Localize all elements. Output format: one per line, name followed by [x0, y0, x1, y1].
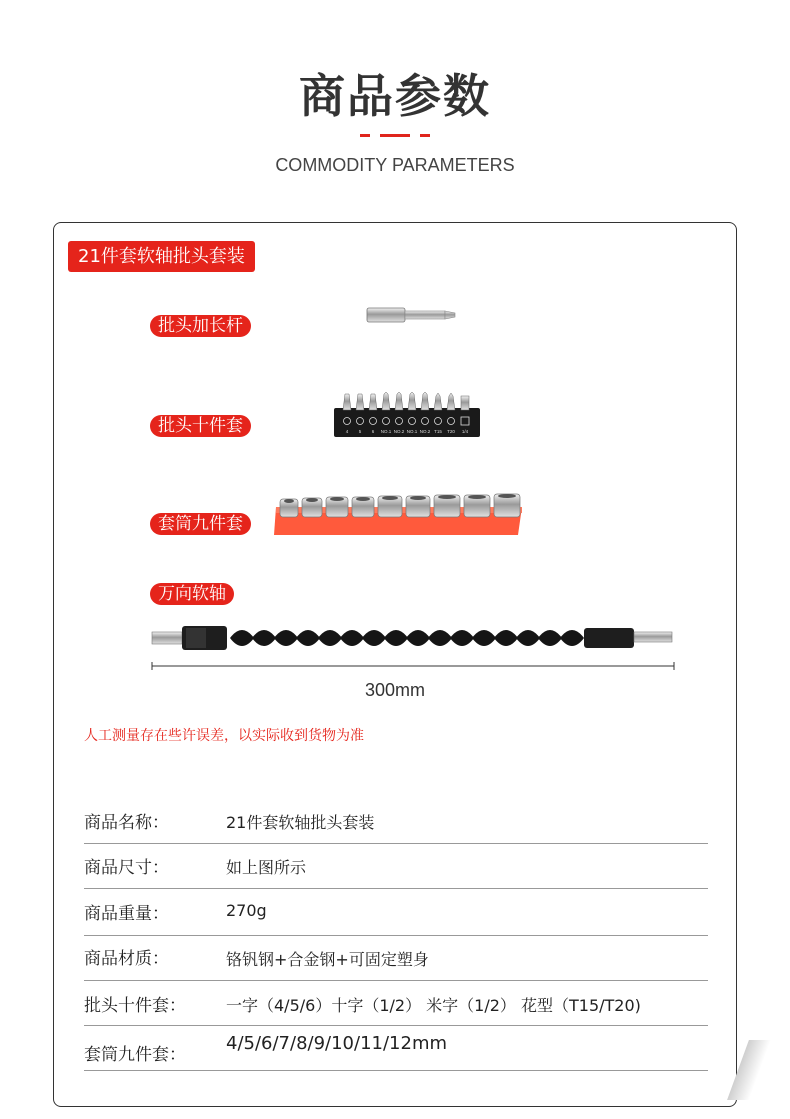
- bit-set-photo: [334, 390, 480, 438]
- spec-value: 铬钒钢+合金钢+可固定塑身: [226, 950, 429, 969]
- spec-value: 4/5/6/7/8/9/10/11/12mm: [226, 1033, 448, 1054]
- extension-bar-photo: [365, 305, 457, 325]
- spec-row-size: [84, 851, 708, 889]
- spec-key: 套筒九件套：: [84, 1045, 186, 1065]
- component-label-flexshaft: 万向软轴: [150, 583, 234, 605]
- spec-row-name: [84, 805, 708, 844]
- spec-row-bitset: [84, 989, 708, 1026]
- component-label-socketset: 套筒九件套: [150, 513, 251, 535]
- page-title: 商品参数: [299, 69, 491, 123]
- spec-row-socketset: [84, 1033, 708, 1071]
- bit-mark-label: 1/4: [461, 429, 469, 434]
- component-label-bitset: 批头十件套: [150, 415, 251, 437]
- title-divider: [0, 134, 790, 138]
- socket-set-photo: [272, 493, 526, 537]
- dimension-label: 300mm: [364, 680, 426, 700]
- spec-key: 批头十件套：: [84, 996, 186, 1016]
- page-subtitle: COMMODITY PARAMETERS: [275, 155, 515, 175]
- bit-mark-label: 6: [371, 429, 375, 434]
- spec-key: 商品材质：: [84, 949, 169, 969]
- spec-value: 21件套软轴批头套装: [226, 813, 375, 832]
- flex-shaft-photo: [150, 618, 678, 670]
- bit-mark-label: 4: [345, 429, 349, 434]
- spec-row-material: [84, 943, 708, 981]
- bit-mark-label: NO.1: [380, 429, 392, 434]
- spec-key: 商品尺寸：: [84, 858, 169, 878]
- spec-key: 商品名称：: [84, 813, 169, 833]
- bit-mark-label: 5: [358, 429, 362, 434]
- spec-value: 一字（4/5/6）十字（1/2） 米字（1/2） 花型（T15/T20): [226, 996, 641, 1015]
- component-label-extension: 批头加长杆: [150, 315, 251, 337]
- measurement-note: 人工测量存在些许误差，以实际收到货物为准: [84, 728, 364, 744]
- spec-row-weight: [84, 897, 708, 936]
- spec-key: 商品重量：: [84, 904, 169, 924]
- spec-value: 如上图所示: [226, 858, 307, 877]
- bit-mark-label: T20: [447, 429, 455, 434]
- bit-mark-label: NO.2: [393, 429, 405, 434]
- bit-mark-label: T15: [434, 429, 442, 434]
- bit-mark-label: NO.2: [419, 429, 431, 434]
- spec-value: 270g: [226, 901, 267, 920]
- product-badge: 21件套软轴批头套装: [68, 241, 255, 272]
- bit-mark-label: NO.1: [406, 429, 418, 434]
